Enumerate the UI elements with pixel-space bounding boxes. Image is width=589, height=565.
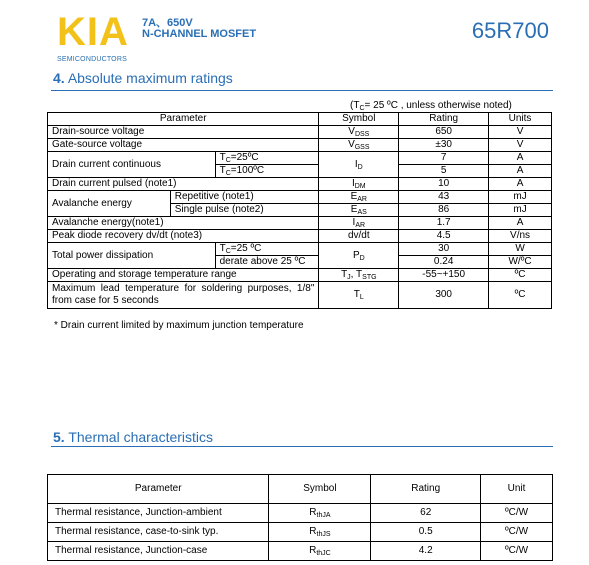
symbol-cell: $I_{DM}$ — [319, 178, 399, 191]
test-condition: ($T_C= 25$ ºC , unless otherwise noted) — [350, 100, 512, 112]
table-row — [48, 282, 552, 309]
symbol-cell: $T_J$, $T_{STG}$ — [319, 269, 399, 282]
param-cell: Avalanche energy — [48, 191, 171, 217]
col-header-rating: Rating — [399, 113, 489, 126]
unit-cell: ºC/W — [481, 542, 553, 561]
symbol-cell: $R_{thJS}$ — [269, 523, 371, 542]
table-row — [48, 178, 552, 191]
spec-line-2: N-CHANNEL MOSFET — [142, 28, 257, 40]
table-row — [48, 523, 553, 542]
col-header-rating: Rating — [371, 475, 481, 504]
param-cell: Avalanche energy(note1) — [48, 217, 319, 230]
table-row — [48, 269, 552, 282]
param-cell: Thermal resistance, Junction-ambient — [48, 504, 269, 523]
condition-cell: Single pulse (note2) — [170, 204, 319, 217]
condition-cell: derate above 25 ºC — [215, 256, 319, 269]
col-header-parameter: Parameter — [48, 113, 319, 126]
rating-cell: 0.5 — [371, 523, 481, 542]
col-header-unit: Unit — [481, 475, 553, 504]
unit-cell: ºC/W — [481, 504, 553, 523]
symbol-cell: $R_{thJC}$ — [269, 542, 371, 561]
param-cell: Maximum lead temperature for soldering purposes, 1/8" from case for 5 seconds — [48, 282, 319, 309]
symbol-cell: $T_L$ — [319, 282, 399, 309]
param-cell: Thermal resistance, case-to-sink typ. — [48, 523, 269, 542]
condition-cell: $T_C=25ºC$ — [215, 152, 319, 165]
param-cell: Drain current pulsed (note1) — [48, 178, 319, 191]
company-logo: KIA — [57, 10, 129, 54]
table-row — [48, 126, 552, 139]
unit-cell: V/ns — [489, 230, 552, 243]
unit-cell: V — [489, 126, 552, 139]
symbol-cell: $I_D$ — [319, 152, 399, 178]
symbol-cell: dv/dt — [319, 230, 399, 243]
rating-cell: 5 — [399, 165, 489, 178]
unit-cell: A — [489, 165, 552, 178]
symbol-cell: $I_{AR}$ — [319, 217, 399, 230]
param-cell: Total power dissipation — [48, 243, 216, 269]
table-row — [48, 542, 553, 561]
param-cell: Peak diode recovery dv/dt (note3) — [48, 230, 319, 243]
table-row — [48, 139, 552, 152]
unit-cell: mJ — [489, 191, 552, 204]
rating-cell: 43 — [399, 191, 489, 204]
unit-cell: ºC — [489, 269, 552, 282]
condition-cell: $T_C=25$ ºC — [215, 243, 319, 256]
rating-cell: 4.2 — [371, 542, 481, 561]
rating-cell: 30 — [399, 243, 489, 256]
rating-cell: 62 — [371, 504, 481, 523]
unit-cell: V — [489, 139, 552, 152]
rating-cell: 1.7 — [399, 217, 489, 230]
rating-cell: 7 — [399, 152, 489, 165]
condition-cell: Repetitive (note1) — [170, 191, 319, 204]
param-cell: Thermal resistance, Junction-case — [48, 542, 269, 561]
section-5-heading: Thermal characteristics — [68, 429, 214, 445]
unit-cell: ºC/W — [481, 523, 553, 542]
section-5-title — [53, 429, 213, 445]
param-cell: Gate-source voltage — [48, 139, 319, 152]
section-5-number: 5. — [53, 429, 65, 445]
logo-subtitle: SEMICONDUCTORS — [57, 56, 127, 63]
rating-cell: ±30 — [399, 139, 489, 152]
table-header-row — [48, 113, 552, 126]
unit-cell: A — [489, 152, 552, 165]
param-cell: Drain current continuous — [48, 152, 216, 178]
section-4-heading: Absolute maximum ratings — [67, 70, 233, 86]
symbol-cell: $R_{thJA}$ — [269, 504, 371, 523]
section-4-title — [53, 70, 233, 86]
rating-cell: 10 — [399, 178, 489, 191]
unit-cell: W/ºC — [489, 256, 552, 269]
symbol-cell: $E_{AS}$ — [319, 204, 399, 217]
param-cell: Drain-source voltage — [48, 126, 319, 139]
unit-cell: ºC — [489, 282, 552, 309]
symbol-cell: $V_{GSS}$ — [319, 139, 399, 152]
section-4-number: 4. — [53, 70, 65, 86]
col-header-units: Units — [489, 113, 552, 126]
unit-cell: A — [489, 217, 552, 230]
table-row — [48, 504, 553, 523]
rating-cell: 86 — [399, 204, 489, 217]
rating-cell: 300 — [399, 282, 489, 309]
table-row — [48, 230, 552, 243]
table-header-row — [48, 475, 553, 504]
section-5-rule — [51, 446, 553, 447]
part-number: 65R700 — [471, 18, 549, 43]
table-row — [48, 217, 552, 230]
param-cell: Operating and storage temperature range — [48, 269, 319, 282]
unit-cell: mJ — [489, 204, 552, 217]
rating-cell: 4.5 — [399, 230, 489, 243]
spec-line-1: 7A、650V — [142, 17, 193, 29]
footnote: * Drain current limited by maximum junction temperature — [54, 320, 304, 331]
symbol-cell: $E_{AR}$ — [319, 191, 399, 204]
symbol-cell: $V_{DSS}$ — [319, 126, 399, 139]
table-row — [48, 152, 552, 165]
rating-cell: -55~+150 — [399, 269, 489, 282]
col-header-symbol: Symbol — [319, 113, 399, 126]
unit-cell: A — [489, 178, 552, 191]
table-row — [48, 243, 552, 256]
rating-cell: 650 — [399, 126, 489, 139]
absolute-max-ratings-table — [47, 112, 552, 309]
rating-cell: 0.24 — [399, 256, 489, 269]
thermal-characteristics-table — [47, 474, 553, 561]
unit-cell: W — [489, 243, 552, 256]
section-4-rule — [51, 90, 553, 91]
symbol-cell: $P_D$ — [319, 243, 399, 269]
col-header-parameter: Parameter — [48, 475, 269, 504]
table-row — [48, 191, 552, 204]
col-header-symbol: Symbol — [269, 475, 371, 504]
condition-cell: $T_C=100ºC$ — [215, 165, 319, 178]
